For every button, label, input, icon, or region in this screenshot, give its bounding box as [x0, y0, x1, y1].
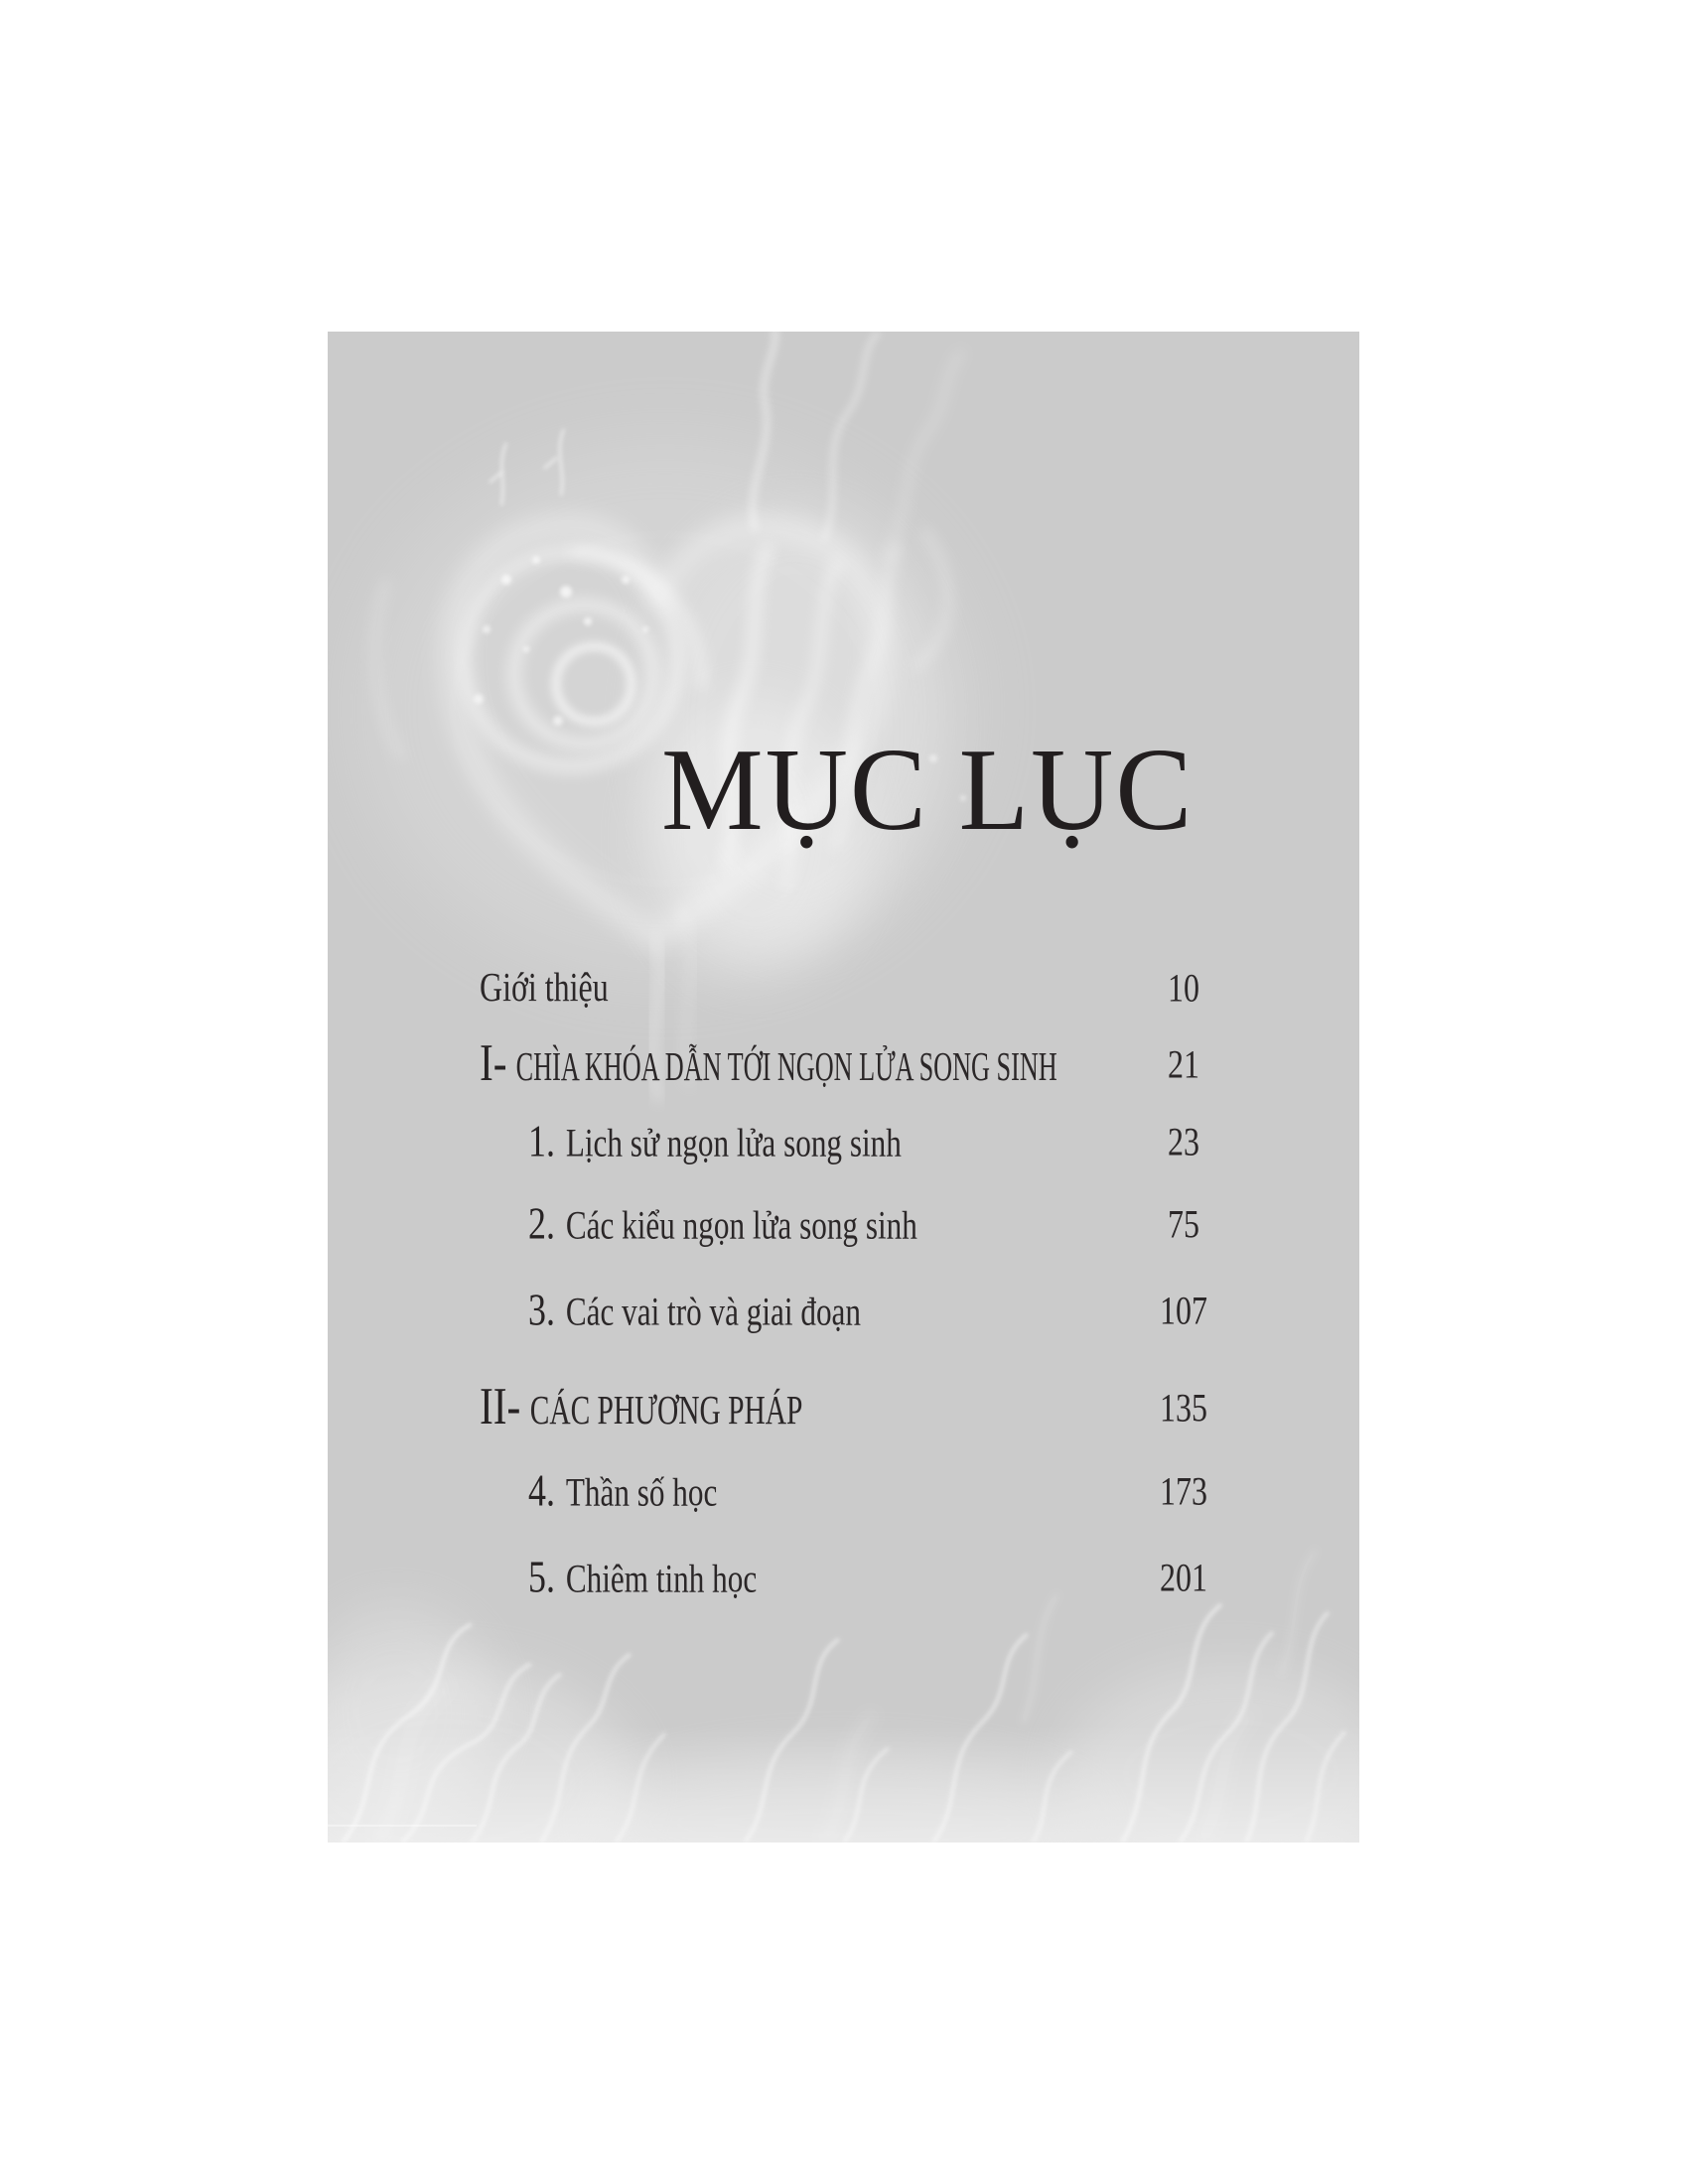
toc-row: [328, 1266, 1359, 1355]
toc-row-prefix: 3.: [528, 1284, 555, 1335]
bottom-flames-image: [328, 1465, 1359, 1843]
toc-row-label: CHÌA KHÓA DẪN TỚI NGỌN LỬA SONG SINH: [515, 1042, 1057, 1089]
toc-row-page-number: 75: [1168, 1201, 1199, 1247]
toc-row: [328, 1097, 1359, 1186]
toc-row-prefix: 1.: [528, 1115, 555, 1166]
toc-row-page-number: 135: [1160, 1385, 1207, 1431]
toc-row-label: Lịch sử ngọn lửa song sinh: [565, 1120, 902, 1165]
toc-row-page-number: 173: [1160, 1468, 1207, 1514]
toc-row: [328, 1179, 1359, 1269]
toc-row: [328, 1363, 1359, 1452]
toc-row-label: Thần số học: [565, 1469, 718, 1515]
toc-row-prefix: 2.: [528, 1197, 555, 1249]
toc-row-page-number: 23: [1168, 1119, 1199, 1164]
toc-row-prefix: II-: [480, 1377, 521, 1435]
toc-row-prefix: 4.: [528, 1464, 555, 1516]
toc-row-page-number: 21: [1168, 1041, 1199, 1087]
toc-row-label: Các kiểu ngọn lửa song sinh: [565, 1202, 917, 1248]
toc-row-page-number: 10: [1168, 965, 1199, 1011]
toc-title: MỤC LỤC: [661, 724, 1195, 855]
toc-row-page-number: 107: [1160, 1288, 1207, 1333]
toc-row-prefix: 5.: [528, 1551, 555, 1602]
toc-row-label: Giới thiệu: [480, 964, 609, 1011]
toc-row-page-number: 201: [1160, 1555, 1207, 1600]
toc-row: [328, 1020, 1359, 1109]
book-page: [328, 332, 1359, 1843]
toc-row-label: Chiêm tinh học: [565, 1556, 758, 1601]
toc-row-prefix: I-: [480, 1033, 507, 1092]
toc-row-label: CÁC PHƯƠNG PHÁP: [529, 1386, 803, 1433]
toc-row-label: Các vai trò và giai đoạn: [565, 1289, 861, 1334]
